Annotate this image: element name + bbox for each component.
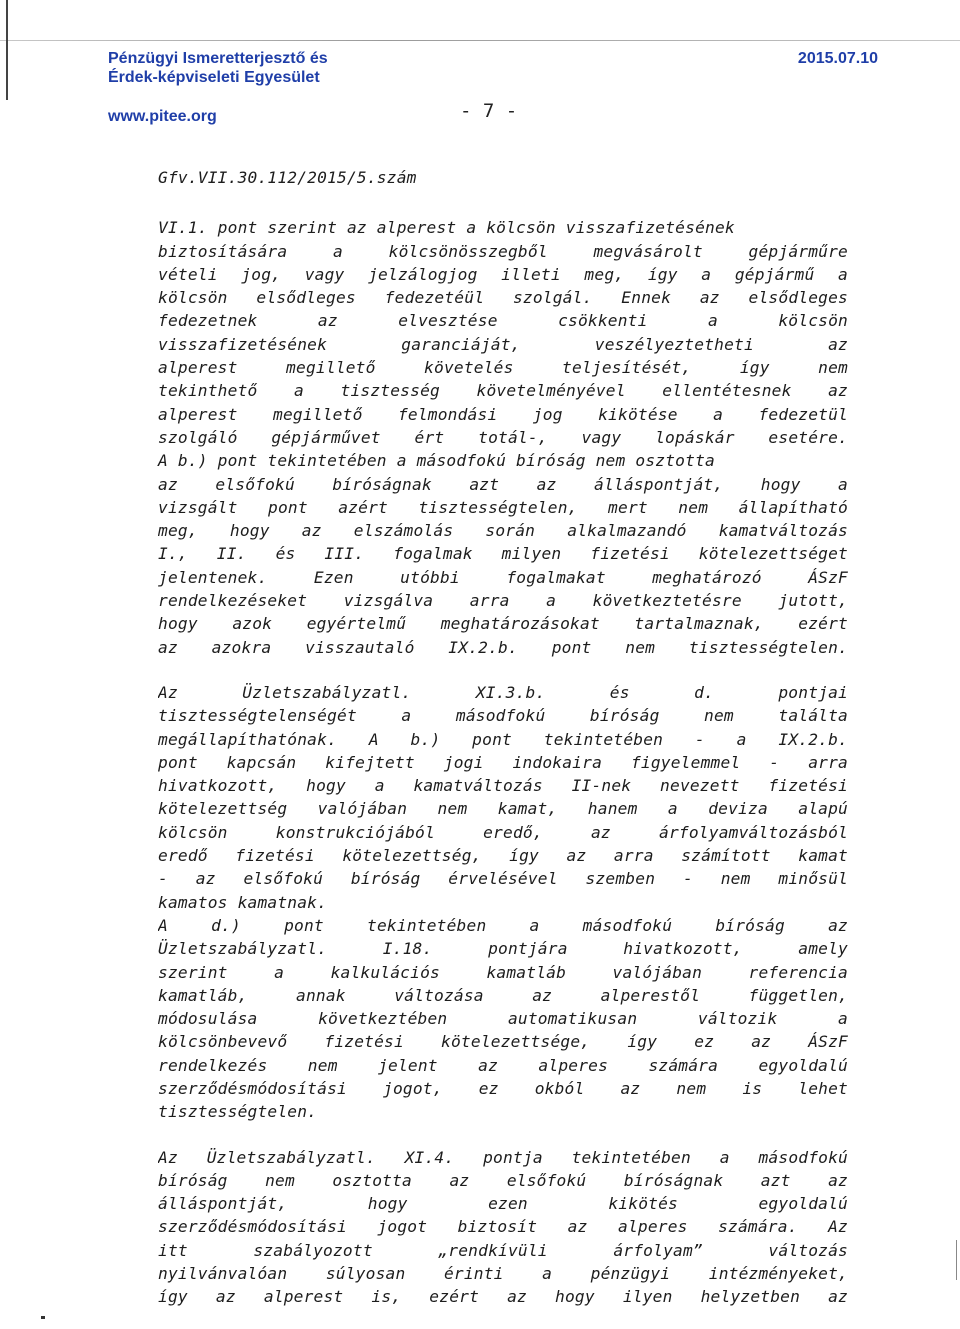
header-organization <box>108 49 328 87</box>
header-date: 2015.07.10 <box>797 50 878 67</box>
text-line: pont kapcsán kifejtett jogi indokaira figyelemmel - arra <box>158 752 848 772</box>
text-line: az azokra visszautaló IX.2.b. pont nem tisztességtelen. <box>158 637 848 657</box>
text-line: vételi jog, vagy jelzálogjog illeti meg, így a gépjármű a <box>158 264 848 284</box>
text-line: megállapíthatónak. A b.) pont tekintetében - a IX.2.b. <box>158 729 848 749</box>
paragraph-3 <box>158 1146 848 1309</box>
text-line: fedezetnek az elvesztése csökkenti a kölcsön <box>158 311 848 331</box>
paragraph-1 <box>158 216 848 659</box>
text-line: itt szabályozott „rendkívüli árfolyam” változás <box>158 1240 848 1260</box>
text-line: így az alperest is, ezért az hogy ilyen helyzetben az <box>158 1287 848 1307</box>
text-line: szerződésmódosítási jogot, ez okból az nem is lehet <box>158 1078 848 1098</box>
text-line: alperest megillető felmondási jog kikötése a fedezetül <box>158 404 848 424</box>
text-line: Az Üzletszabályzatl. XI.3.b. és d. pontjai <box>158 682 848 702</box>
text-line: hogy azok egyértelmű meghatározásokat tartalmaznak, ezért <box>158 614 848 634</box>
scan-edge <box>6 0 8 100</box>
text-line: kamatláb, annak változása az alperestől független, <box>158 985 848 1005</box>
text-line: szerint a kalkulációs kamatláb valójában referencia <box>158 962 848 982</box>
text-line: kötelezettség valójában nem kamat, hanem a deviza alapú <box>158 799 848 819</box>
text-line: Üzletszabályzatl. I.18. pontjára hivatkozott, amely <box>158 939 848 959</box>
org-name-line-2: Érdek-képviseleti Egyesület <box>108 69 320 86</box>
text-line: tisztességtelen. <box>158 1102 318 1122</box>
text-line: kölcsönbevevő fizetési kötelezettsége, így ez az ÁSzF <box>158 1032 848 1052</box>
text-line: jelentenek. Ezen utóbbi fogalmakat meghatározó ÁSzF <box>158 567 848 587</box>
text-line: VI.1. pont szerint az alperest a kölcsön visszafizetésének <box>158 218 735 238</box>
text-line: kölcsön konstrukciójából eredő, az árfolyamváltozásból <box>158 822 848 842</box>
text-line: I., II. és III. fogalmak milyen fizetési kötelezettséget <box>158 544 848 564</box>
text-line: A b.) pont tekintetében a másodfokú bíróság nem osztotta <box>158 451 715 471</box>
case-number: Gfv.VII.30.112/2015/5.szám <box>158 168 417 187</box>
text-line: nyilvánvalóan súlyosan érinti a pénzügyi intézményeket, <box>158 1264 848 1284</box>
text-line: szolgáló gépjárművet ért totál-, vagy lopáskár esetére. <box>158 427 848 447</box>
text-line: eredő fizetési kötelezettség, így az arra számított kamat <box>158 846 848 866</box>
text-line: visszafizetésének garanciáját, veszélyeztetheti az <box>158 334 848 354</box>
page-number: - 7 - <box>460 100 518 122</box>
scan-mark <box>41 1316 45 1319</box>
text-line: módosulása következtében automatikusan változik a <box>158 1009 848 1029</box>
text-line: biztosítására a kölcsönösszegből megvásárolt gépjárműre <box>158 241 848 261</box>
org-name-line-1: Pénzügyi Ismeretterjesztő és <box>108 50 328 67</box>
text-line: vizsgált pont azért tisztességtelen, mert nem állapítható <box>158 497 848 517</box>
text-line: rendelkezés nem jelent az alperes számára egyoldalú <box>158 1055 848 1075</box>
text-line: A d.) pont tekintetében a másodfokú bíróság az <box>158 915 848 935</box>
text-line: az elsőfokú bíróságnak azt az álláspontját, hogy a <box>158 474 848 494</box>
text-line: rendelkezéseket vizsgálva arra a következtetésre jutott, <box>158 591 848 611</box>
text-line: meg, hogy az elszámolás során alkalmazandó kamatváltozás <box>158 521 848 541</box>
header-website-link[interactable]: www.pitee.org <box>108 108 217 125</box>
text-line: alperest megillető követelés teljesítését, így nem <box>158 358 848 378</box>
scan-edge-right <box>956 1240 957 1280</box>
text-line: álláspontját, hogy ezen kikötés egyoldalú <box>158 1194 848 1214</box>
text-line: kölcsön elsődleges fedezetéül szolgál. Ennek az elsődleges <box>158 288 848 308</box>
document-body <box>158 166 848 1309</box>
paragraph-2 <box>158 681 848 1124</box>
header-rule <box>0 40 960 41</box>
text-line: tekinthető a tisztesség követelményével ellentétesnek az <box>158 381 848 401</box>
text-line: Az Üzletszabályzatl. XI.4. pontja tekintetében a másodfokú <box>158 1147 848 1167</box>
text-line: szerződésmódosítási jogot biztosít az alperes számára. Az <box>158 1217 848 1237</box>
text-line: tisztességtelenségét a másodfokú bíróság nem találta <box>158 706 848 726</box>
text-line: hivatkozott, hogy a kamatváltozás II-nek nevezett fizetési <box>158 776 848 796</box>
text-line: kamatos kamatnak. <box>158 892 328 912</box>
text-line: - az elsőfokú bíróság érvelésével szemben - nem minősül <box>158 869 848 889</box>
text-line: bíróság nem osztotta az elsőfokú bíróságnak azt az <box>158 1170 848 1190</box>
